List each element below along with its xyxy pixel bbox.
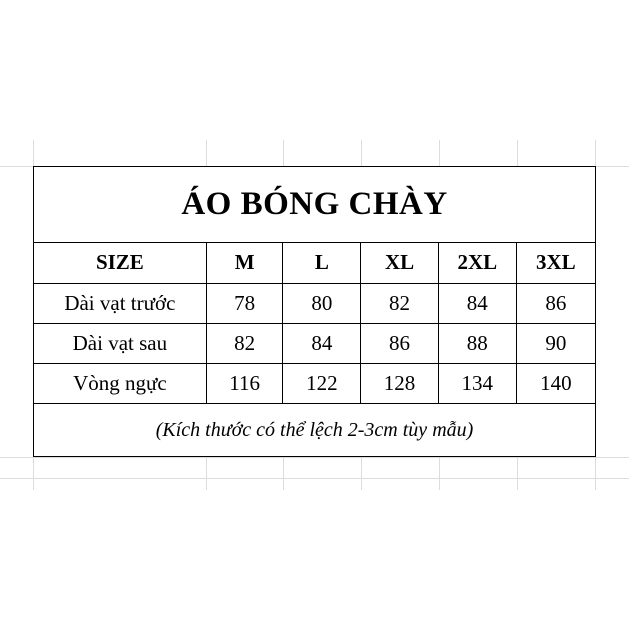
gridline	[0, 457, 629, 458]
header-cell-3xl: 3XL	[516, 243, 595, 283]
size-chart	[33, 166, 596, 457]
row-label: Vòng ngực	[34, 363, 206, 403]
row-label: Dài vạt trước	[34, 283, 206, 323]
row-label: Dài vạt sau	[34, 323, 206, 363]
table-cell: 90	[516, 323, 595, 363]
table-cell: 84	[438, 283, 516, 323]
table-cell: 82	[206, 323, 283, 363]
size-table	[34, 243, 595, 404]
table-cell: 82	[361, 283, 439, 323]
table-row	[34, 323, 595, 363]
table-row	[34, 363, 595, 403]
size-note: (Kích thước có thể lệch 2-3cm tùy mẫu)	[155, 418, 474, 441]
table-cell: 80	[283, 283, 361, 323]
gridline	[0, 478, 629, 479]
chart-title: ÁO BÓNG CHÀY	[34, 167, 595, 243]
table-cell: 88	[438, 323, 516, 363]
table-cell: 140	[516, 363, 595, 403]
header-cell-2xl: 2XL	[438, 243, 516, 283]
header-cell-l: L	[283, 243, 361, 283]
header-cell-size: SIZE	[34, 243, 206, 283]
table-row	[34, 283, 595, 323]
table-cell: 116	[206, 363, 283, 403]
header-cell-xl: XL	[361, 243, 439, 283]
table-cell: 122	[283, 363, 361, 403]
table-cell: 128	[361, 363, 439, 403]
header-cell-m: M	[206, 243, 283, 283]
table-cell: 84	[283, 323, 361, 363]
header-row	[34, 243, 595, 283]
table-cell: 86	[361, 323, 439, 363]
table-cell: 134	[438, 363, 516, 403]
table-cell: 78	[206, 283, 283, 323]
table-cell: 86	[516, 283, 595, 323]
